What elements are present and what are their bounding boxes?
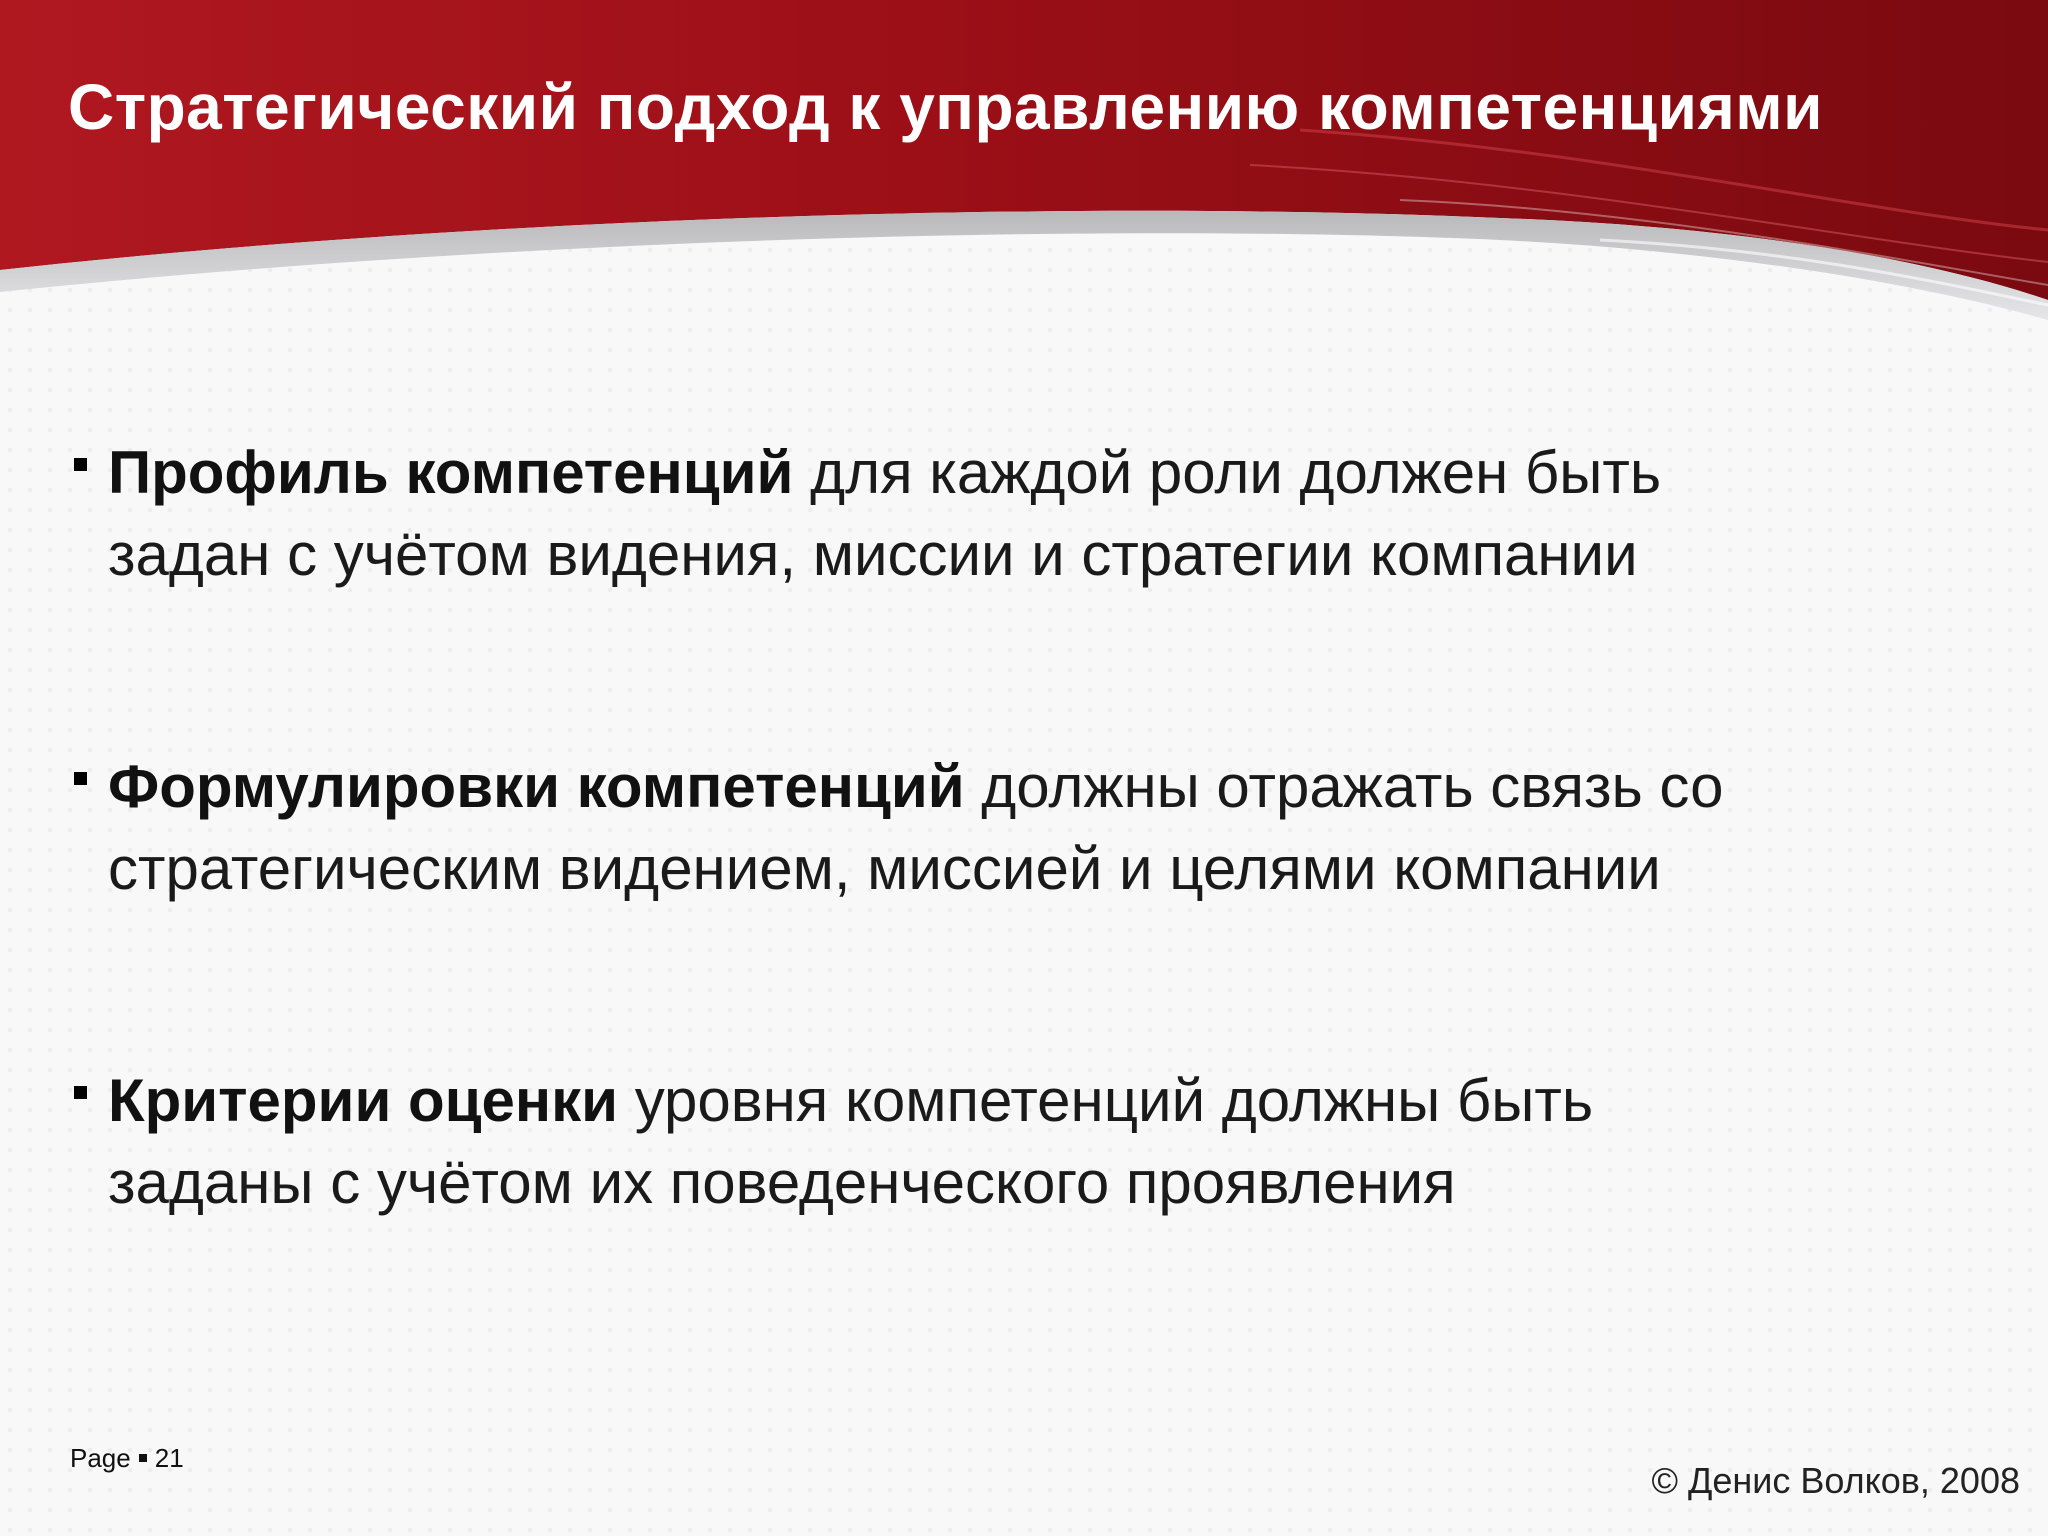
bullet-text xyxy=(108,1060,2008,1224)
bullet-text xyxy=(108,432,2008,596)
bullet-text xyxy=(108,746,2008,910)
square-bullet-icon xyxy=(74,458,87,471)
page-label: Page xyxy=(70,1443,131,1473)
bullet-line2: стратегическим видением, миссией и целями компании xyxy=(108,835,1661,902)
square-separator-icon xyxy=(139,1454,147,1462)
bullet-line2: задан с учётом видения, миссии и стратегии компании xyxy=(108,521,1638,588)
bullet-line2: заданы с учётом их поведенческого проявления xyxy=(108,1149,1456,1216)
header-banner xyxy=(0,0,2048,340)
bullet-line1-rest: для каждой роли должен быть xyxy=(793,439,1662,506)
bullet-item xyxy=(68,432,2008,596)
page-number xyxy=(70,1443,184,1474)
bullet-line1-rest: уровня компетенций должны быть xyxy=(618,1067,1594,1134)
bullet-item xyxy=(68,746,2008,910)
slide-title: Стратегический подход к управлению компетенциями xyxy=(68,71,1823,143)
bullet-item xyxy=(68,1060,2008,1224)
bullet-line1-rest: должны отражать связь со xyxy=(964,753,1724,820)
page-number-value: 21 xyxy=(154,1443,184,1473)
bullet-bold-term: Формулировки компетенций xyxy=(108,753,965,820)
square-bullet-icon xyxy=(74,772,87,785)
bullet-bold-term: Профиль компетенций xyxy=(108,439,794,506)
square-bullet-icon xyxy=(74,1086,87,1099)
bullet-bold-term: Критерии оценки xyxy=(108,1067,619,1134)
copyright: © Денис Волков, 2008 xyxy=(1651,1460,2020,1501)
